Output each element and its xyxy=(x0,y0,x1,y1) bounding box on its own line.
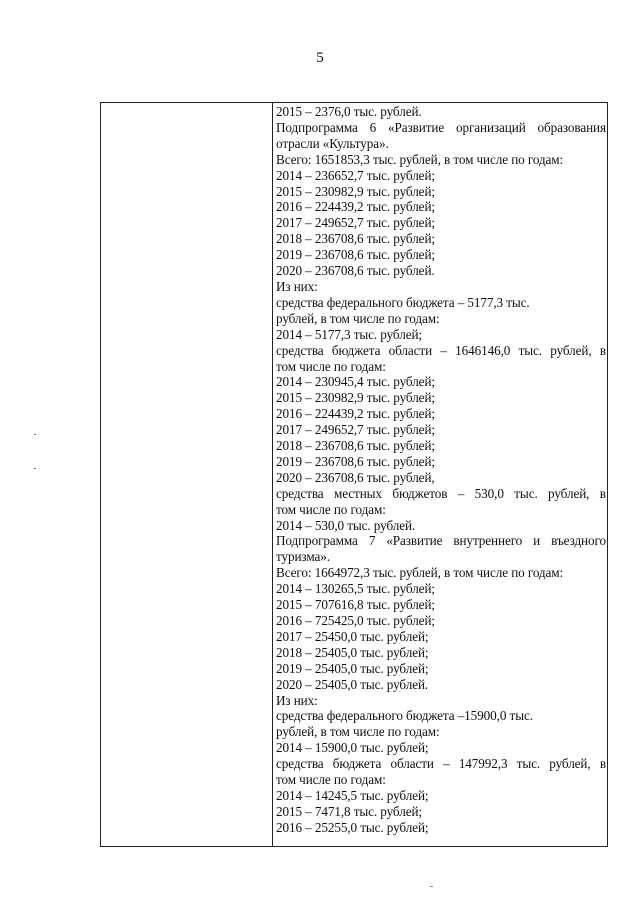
line-word: средства xyxy=(276,485,324,501)
line-word: тыс. xyxy=(514,485,538,501)
table-cell-line: 2015 – 230982,9 тыс. рублей; xyxy=(276,390,435,406)
line-word: Подпрограмма xyxy=(276,533,358,549)
table-cell-line: 2016 – 25255,0 тыс. рублей; xyxy=(276,819,429,835)
scan-speck xyxy=(430,886,433,887)
table-cell-line: 2014 – 130265,5 тыс. рублей; xyxy=(276,581,435,597)
page-number: 5 xyxy=(316,50,324,66)
line-word: средства xyxy=(276,756,324,772)
table-cell-line: 2014 – 5177,3 тыс. рублей; xyxy=(276,326,422,342)
table-cell-line: 2020 – 25405,0 тыс. рублей. xyxy=(276,676,429,692)
table-cell-line: 2014 – 14245,5 тыс. рублей; xyxy=(276,787,429,803)
line-word: 7 xyxy=(368,533,376,549)
line-word: бюджета xyxy=(331,342,381,358)
line-word: «Развитие xyxy=(386,533,443,549)
line-word: области xyxy=(390,756,434,772)
table-cell-line: 2015 – 7471,8 тыс. рублей; xyxy=(276,803,422,819)
scan-mark xyxy=(34,434,36,435)
table-cell-line: туризма». xyxy=(276,549,330,565)
line-word: организаций xyxy=(455,119,526,135)
table-cell-line: 2017 – 249652,7 тыс. рублей; xyxy=(276,215,435,231)
table-cell-line: 2019 – 236708,6 тыс. рублей; xyxy=(276,453,435,469)
line-word: тыс. xyxy=(516,756,541,772)
line-word: бюджетов xyxy=(392,485,448,501)
line-word: области xyxy=(388,342,433,358)
line-word: в xyxy=(599,756,606,772)
content-table xyxy=(100,102,608,847)
table-cell-line: 2017 – 249652,7 тыс. рублей; xyxy=(276,422,435,438)
line-word: – xyxy=(440,342,447,358)
scan-mark xyxy=(34,468,36,469)
line-word: – xyxy=(443,756,450,772)
table-cell-line: 2018 – 236708,6 тыс. рублей; xyxy=(276,438,435,454)
line-word: 147992,3 xyxy=(458,756,508,772)
table-cell-line xyxy=(276,756,606,772)
table-cell-line: 2020 – 236708,6 тыс. рублей, xyxy=(276,469,435,485)
table-cell-line: Из них: xyxy=(276,278,318,294)
line-word: в xyxy=(599,485,606,501)
table-cell-line: 2017 – 25450,0 тыс. рублей; xyxy=(276,628,429,644)
line-word: 6 xyxy=(369,119,377,135)
table-cell-line xyxy=(276,343,606,359)
table-cell-line xyxy=(276,486,606,502)
line-word: бюджета xyxy=(332,756,382,772)
table-cell-line: том числе по годам: xyxy=(276,772,386,788)
table-cell-line: 2014 – 236652,7 тыс. рублей; xyxy=(276,167,435,183)
table-cell-line: Всего: 1664972,3 тыс. рублей, в том числе по годам: xyxy=(276,565,564,581)
table-cell-line: 2016 – 725425,0 тыс. рублей; xyxy=(276,613,435,628)
line-word: рублей, xyxy=(549,756,591,772)
table-cell-line: Всего: 1651853,3 тыс. рублей, в том числе по годам: xyxy=(276,151,564,167)
table-cell-line: 2019 – 236708,6 тыс. рублей; xyxy=(276,247,435,263)
line-word: въездного xyxy=(551,533,606,549)
table-cell-line: 2015 – 707616,8 тыс. рублей; xyxy=(276,597,435,613)
line-word: 1646146,0 xyxy=(455,342,511,358)
table-cell-line: средства федерального бюджета – 5177,3 тыс. xyxy=(276,294,530,310)
table-cell-line: том числе по годам: xyxy=(276,501,386,517)
table-column-divider xyxy=(272,103,273,846)
table-cell-line xyxy=(276,120,606,136)
line-word: рублей, xyxy=(550,342,592,358)
line-word: местных xyxy=(333,485,382,501)
table-cell-line: 2016 – 224439,2 тыс. рублей; xyxy=(276,199,435,215)
table-cell-line: 2014 – 530,0 тыс. рублей. xyxy=(276,517,416,533)
table-cell-text xyxy=(276,104,606,836)
line-word: в xyxy=(599,342,606,358)
table-cell-line: 2018 – 236708,6 тыс. рублей; xyxy=(276,231,435,247)
table-cell-line xyxy=(276,533,606,549)
table-cell-line: 2018 – 25405,0 тыс. рублей; xyxy=(276,644,429,660)
line-word: внутреннего xyxy=(453,533,523,549)
table-cell-line: отрасли «Культура». xyxy=(276,135,389,151)
table-cell-line: 2016 – 224439,2 тыс. рублей; xyxy=(276,406,435,422)
line-word: образования xyxy=(537,119,606,135)
line-word: «Развитие xyxy=(388,119,445,135)
table-cell-line: 2015 – 2376,0 тыс. рублей. xyxy=(276,104,422,119)
line-word: средства xyxy=(276,342,324,358)
table-cell-line: 2014 – 230945,4 тыс. рублей; xyxy=(276,374,435,390)
table-cell-line: 2014 – 15900,0 тыс. рублей; xyxy=(276,740,429,756)
table-cell-line: рублей, в том числе по годам: xyxy=(276,724,440,740)
line-word: 530,0 xyxy=(474,485,504,501)
table-cell-line: 2015 – 230982,9 тыс. рублей; xyxy=(276,183,435,199)
table-cell-line: 2020 – 236708,6 тыс. рублей. xyxy=(276,263,435,279)
table-cell-line: Из них: xyxy=(276,692,318,708)
line-word: тыс. xyxy=(518,342,542,358)
line-word: Подпрограмма xyxy=(276,119,358,135)
line-word: – xyxy=(457,485,465,501)
table-cell-line: средства федерального бюджета –15900,0 тыс. xyxy=(276,708,533,724)
line-word: рублей, xyxy=(548,485,590,501)
table-cell-line: том числе по годам: xyxy=(276,358,386,374)
table-cell-line: 2019 – 25405,0 тыс. рублей; xyxy=(276,660,429,676)
table-cell-line: рублей, в том числе по годам: xyxy=(276,310,440,326)
line-word: и xyxy=(533,533,541,549)
